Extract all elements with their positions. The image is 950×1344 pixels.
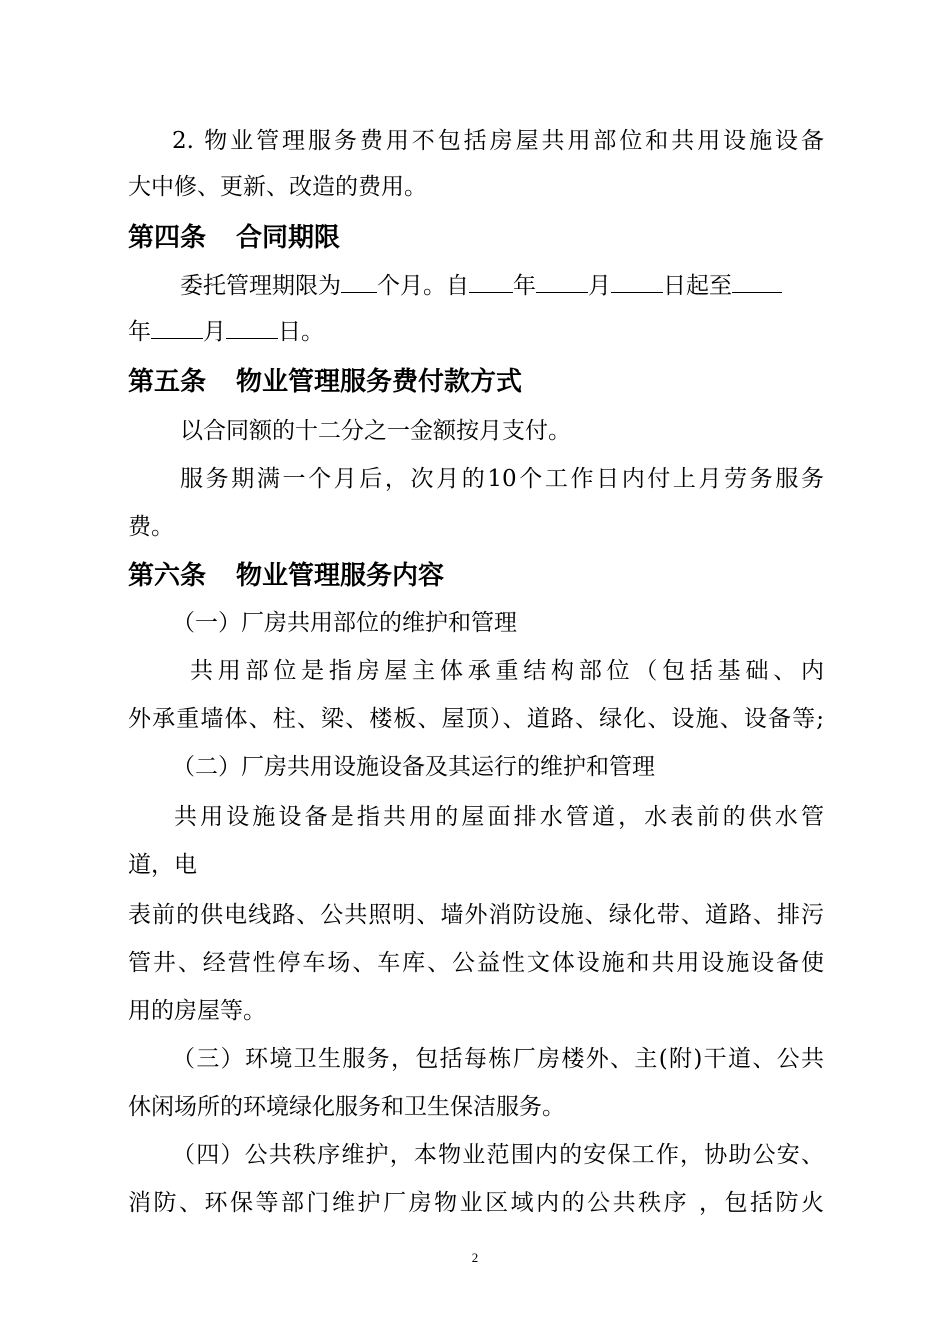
- term-text: 月: [588, 273, 611, 299]
- blank-end-month: [151, 316, 203, 339]
- term-line: [180, 270, 824, 301]
- paragraph-line: 消防、环保等部门维护厂房物业区域内的公共秩序 ，包括防火: [128, 1190, 824, 1216]
- article-title: 物业管理服务费付款方式: [236, 367, 523, 397]
- term-text: 个月。自: [377, 273, 469, 299]
- term-text: 日起至: [663, 273, 732, 299]
- section-title: （二）厂房共用设施设备及其运行的维护和管理: [172, 754, 655, 780]
- term-text: 月: [203, 319, 226, 345]
- article-number: 第六条: [128, 561, 207, 591]
- article-5-heading: [128, 366, 522, 398]
- blank-end-day: [226, 316, 278, 339]
- paragraph-line: 管井、经营性停车场、车库、公益性文体设施和共用设施设备使: [128, 950, 824, 976]
- paragraph-line: 费。: [128, 514, 174, 540]
- paragraph-line: 休闲场所的环境绿化服务和卫生保洁服务。: [128, 1094, 565, 1120]
- paragraph-line: （三）环境卫生服务，包括每栋厂房楼外、主(附)干道、公共: [172, 1046, 824, 1072]
- article-number: 第四条: [128, 223, 207, 253]
- page-number: 2: [471, 1250, 479, 1265]
- section-title: （一）厂房共用部位的维护和管理: [172, 610, 517, 636]
- paragraph-line: 道，电: [128, 852, 197, 878]
- paragraph-line: 服务期满一个月后，次月的10个工作日内付上月劳务服务: [180, 466, 824, 492]
- article-title: 合同期限: [236, 223, 341, 253]
- paragraph-line: 外承重墙体、柱、梁、楼板、屋顶）、道路、绿化、设施、设备等;: [128, 706, 824, 732]
- term-text: 年: [128, 319, 151, 345]
- term-text: 委托管理期限为: [180, 273, 341, 299]
- paragraph-line: 共用设施设备是指共用的屋面排水管道，水表前的供水管: [174, 804, 824, 830]
- article-4-heading: [128, 222, 340, 254]
- paragraph-line: 表前的供电线路、公共照明、墙外消防设施、绿化带、道路、排污: [128, 902, 824, 928]
- paragraph-line: （四）公共秩序维护，本物业范围内的安保工作，协助公安、: [172, 1142, 824, 1168]
- paragraph-line: 共用部位是指房屋主体承重结构部位（包括基础、内: [190, 658, 824, 684]
- paragraph-line: 2. 物业管理服务费用不包括房屋共用部位和共用设施设备: [172, 128, 824, 154]
- paragraph-line: 用的房屋等。: [128, 998, 266, 1024]
- term-line: [128, 316, 950, 347]
- article-title: 物业管理服务内容: [236, 561, 445, 591]
- blank-end-year: [732, 270, 782, 293]
- term-text: 日。: [278, 319, 324, 345]
- paragraph-line: 大中修、更新、改造的费用。: [128, 174, 427, 200]
- blank-start-year: [469, 270, 513, 293]
- blank-start-day: [611, 270, 663, 293]
- article-6-heading: [128, 560, 444, 592]
- term-text: 年: [513, 273, 536, 299]
- blank-months: [341, 270, 377, 293]
- paragraph-line: 以合同额的十二分之一金额按月支付。: [180, 418, 571, 444]
- blank-start-month: [536, 270, 588, 293]
- article-number: 第五条: [128, 367, 207, 397]
